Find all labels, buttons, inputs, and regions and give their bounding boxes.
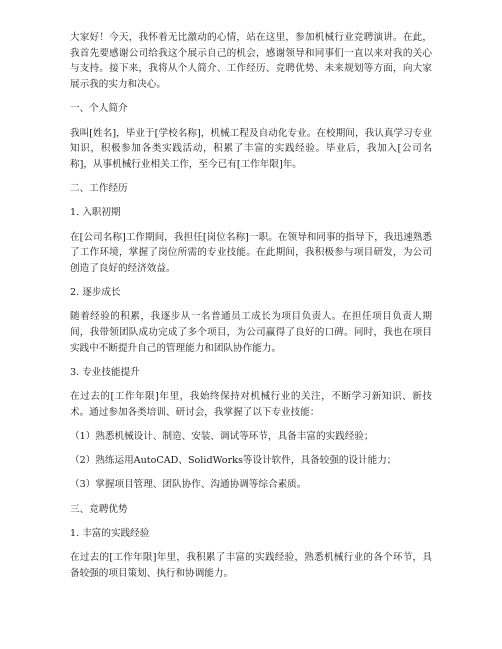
section-heading-personal-intro: 一、个人简介 xyxy=(70,103,128,115)
section-heading-advantages: 三、竞聘优势 xyxy=(70,503,128,515)
skills-paragraph: 在过去的[工作年限]年里，我始终保持对机械行业的关注，不断学习新知识、新技术。通过参加各类培训、研讨会，我掌握了以下专业技能： xyxy=(70,391,432,418)
practical-experience-paragraph: 在过去的[工作年限]年里，我积累了丰富的实践经验，熟悉机械行业的各个环节，具备较强的项目策划、执行和协调能力。 xyxy=(70,552,432,579)
personal-intro-paragraph: 我叫[姓名]，毕业于[学校名称]，机械工程及自动化专业。在校期间，我认真学习专业知识，积极参加各类实践活动，积累了丰富的实践经验。毕业后，我加入[公司名称]，从事机械行业相关工作，至今已有[工作年限]年。 xyxy=(70,127,432,170)
subheading-skills: 3. 专业技能提升 xyxy=(70,366,140,378)
skill-item-2: （2）熟练运用AutoCAD、SolidWorks等设计软件，具备较强的设计能力； xyxy=(70,455,397,467)
skill-item-1: （1）熟悉机械设计、制造、安装、调试等环节，具备丰富的实践经验； xyxy=(70,431,374,443)
growth-paragraph: 随着经验的积累，我逐步从一名普通员工成长为项目负责人。在担任项目负责人期间，我带领团队成功完成了多个项目，为公司赢得了良好的口碑。同时，我也在项目实践中不断提升自己的管理能力和团队协作能力。 xyxy=(70,311,432,354)
intro-paragraph: 大家好！今天，我怀着无比激动的心情，站在这里，参加机械行业竞聘演讲。在此，我首先要感谢公司给我这个展示自己的机会，感谢领导和同事们一直以来对我的关心与支持。接下来，我将从个人简介、工作经历、竞聘优势、未来规划等方面，向大家展示我的实力和决心。 xyxy=(70,32,432,91)
subheading-early-stage: 1. 入职初期 xyxy=(70,207,121,219)
early-stage-paragraph: 在[公司名称]工作期间，我担任[岗位名称]一职。在领导和同事的指导下，我迅速熟悉了工作环境，掌握了岗位所需的专业技能。在此期间，我积极参与项目研发，为公司创造了良好的经济效益。 xyxy=(70,231,432,274)
section-heading-work-experience: 二、工作经历 xyxy=(70,183,128,195)
subheading-practical-experience: 1. 丰富的实践经验 xyxy=(70,527,150,539)
subheading-growth: 2. 逐步成长 xyxy=(70,287,121,299)
skill-item-3: （3）掌握项目管理、团队协作、沟通协调等综合素质。 xyxy=(70,479,307,491)
